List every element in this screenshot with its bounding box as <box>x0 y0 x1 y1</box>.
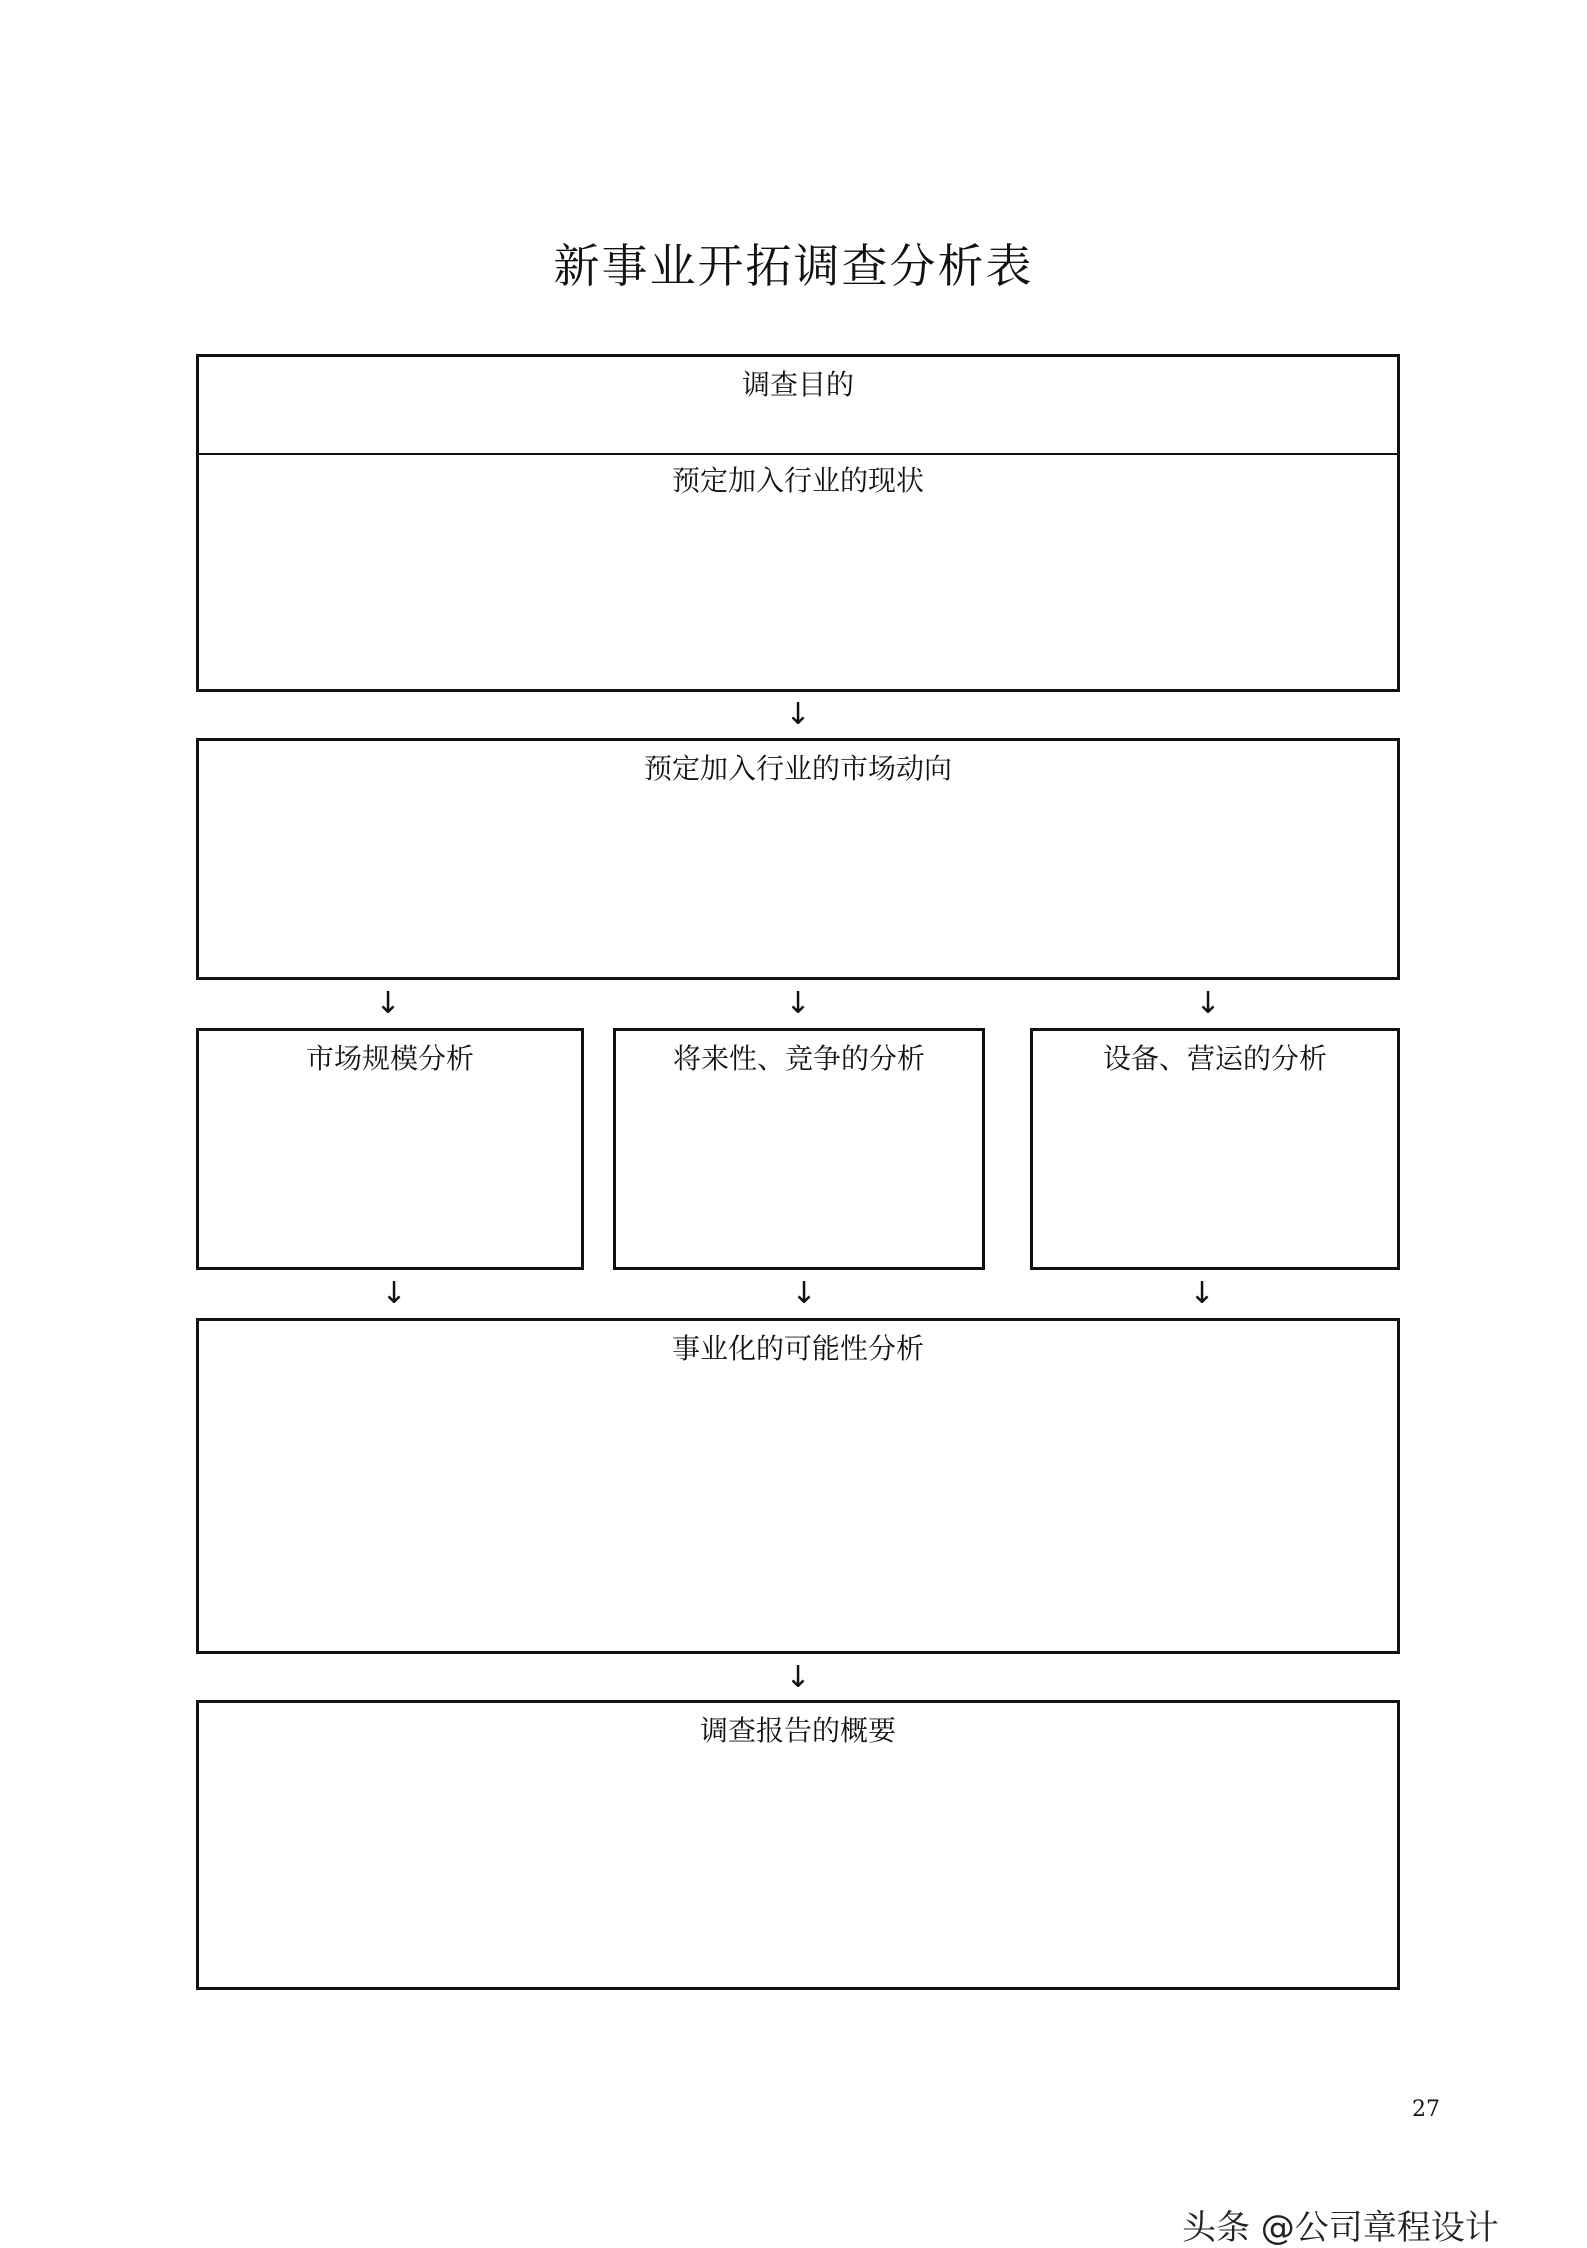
arrow-down-icon: ↓ <box>785 986 811 1021</box>
arrow-down-icon: ↓ <box>785 697 811 732</box>
arrow-down-icon: ↓ <box>791 1276 817 1311</box>
industry-status-label: 预定加入行业的现状 <box>671 464 924 497</box>
arrow-down-icon: ↓ <box>375 986 401 1021</box>
equipment-operation-box <box>1030 1028 1400 1270</box>
report-summary-label: 调查报告的概要 <box>699 1714 896 1747</box>
market-trend-label: 预定加入行业的市场动向 <box>643 752 952 785</box>
page-title: 新事业开拓调查分析表 <box>553 238 1034 293</box>
arrow-down-icon: ↓ <box>381 1276 407 1311</box>
feasibility-label: 事业化的可能性分析 <box>671 1332 924 1365</box>
market-scale-box <box>196 1028 584 1270</box>
arrow-down-icon: ↓ <box>785 1660 811 1695</box>
feasibility-box <box>196 1318 1400 1654</box>
equipment-operation-label: 设备、营运的分析 <box>1102 1042 1327 1075</box>
purpose-divider <box>199 453 1397 455</box>
report-summary-box <box>196 1700 1400 1990</box>
purpose-and-status-box <box>196 354 1400 692</box>
purpose-label: 调查目的 <box>741 368 854 401</box>
market-trend-box <box>196 738 1400 980</box>
arrow-down-icon: ↓ <box>1189 1276 1215 1311</box>
market-scale-label: 市场规模分析 <box>305 1042 474 1075</box>
arrow-down-icon: ↓ <box>1195 986 1221 1021</box>
future-competition-box <box>613 1028 985 1270</box>
page-number: 27 <box>1412 2097 1440 2122</box>
watermark-text: 头条 @公司章程设计 <box>1182 2208 1499 2248</box>
future-competition-label: 将来性、竞争的分析 <box>672 1042 925 1075</box>
